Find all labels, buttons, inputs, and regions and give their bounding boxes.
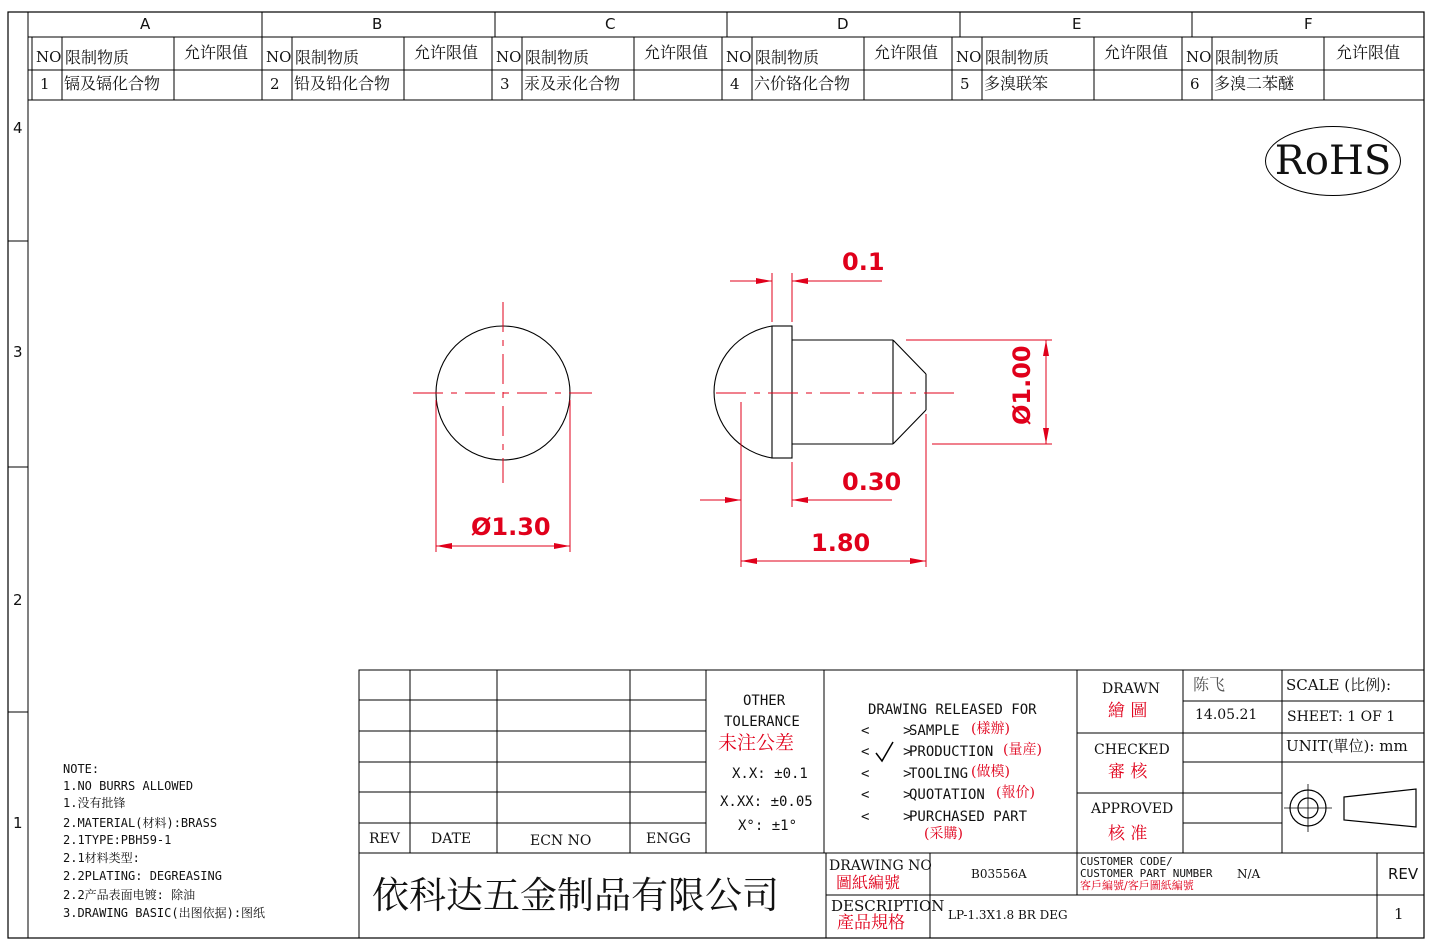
approved-label: APPROVED (1091, 801, 1174, 817)
approved-label-cn: 核 准 (1108, 824, 1148, 844)
substance-no: 3 (500, 75, 510, 93)
zone-row-4: 4 (13, 119, 23, 137)
substance-no: 4 (730, 75, 740, 93)
tolerance-title: OTHER (743, 693, 786, 709)
date-header: DATE (431, 831, 472, 847)
tolerance-angle: X°: ±1° (738, 818, 798, 834)
drawing-no-label-cn: 圖紙編號 (836, 873, 901, 892)
note-line: 3.DRAWING BASIC(出图依据):图纸 (63, 906, 266, 920)
release-bracket: < > (861, 723, 912, 739)
drawn-label: DRAWN (1102, 681, 1160, 697)
substance-name: 铅及铅化合物 (294, 74, 391, 93)
drawing-no-label: DRAWING NO (829, 858, 932, 874)
description-value: LP-1.3X1.8 BR DEG (948, 908, 1068, 922)
release-option-cn: (采購) (924, 826, 963, 842)
release-option-cn: (做模) (971, 764, 1010, 780)
engg-header: ENGG (646, 831, 691, 847)
description-label-cn: 產品規格 (837, 913, 905, 933)
dim-head-diameter: Ø1.30 (471, 513, 551, 541)
header-no: NO (1186, 48, 1212, 66)
release-bracket: < > (861, 809, 912, 825)
header-no: NO (266, 48, 292, 66)
side-view (700, 273, 1052, 567)
substance-name: 六价铬化合物 (754, 74, 851, 93)
substance-no: 1 (40, 75, 50, 93)
note-line: 2.2PLATING: DEGREASING (63, 869, 222, 883)
tolerance-xxx: X.XX: ±0.05 (720, 794, 813, 810)
header-substance: 限制物质 (65, 48, 130, 67)
header-no: NO (496, 48, 522, 66)
header-limit: 允许限值 (644, 43, 709, 62)
note-line: 1.NO BURRS ALLOWED (63, 779, 194, 793)
dim-shank-diameter: Ø1.00 (1008, 345, 1036, 425)
header-limit: 允许限值 (1104, 43, 1169, 62)
substance-name: 镉及镉化合物 (64, 74, 161, 93)
substance-no: 2 (270, 75, 280, 93)
projection-symbol-icon (1284, 784, 1416, 832)
release-option-quotation: QUOTATION (909, 787, 985, 803)
note-line: 1.没有批锋 (63, 796, 126, 810)
tolerance-title: TOLERANCE (724, 714, 800, 730)
substance-no: 5 (960, 75, 970, 93)
release-option-cn: (報价) (996, 785, 1035, 801)
note-line: NOTE: (63, 762, 100, 776)
note-line: 2.1TYPE:PBH59-1 (63, 833, 172, 847)
customer-label: CUSTOMER CODE/ (1080, 855, 1173, 868)
checked-label: CHECKED (1094, 742, 1170, 758)
rev-label: REV (1388, 865, 1419, 883)
zone-col-b: B (372, 15, 383, 33)
zone-row-1: 1 (13, 814, 23, 832)
header-limit: 允许限值 (874, 43, 939, 62)
ecn-header: ECN NO (530, 833, 592, 849)
zone-col-d: D (837, 15, 849, 33)
release-title: DRAWING RELEASED FOR (868, 702, 1037, 718)
header-limit: 允许限值 (1336, 43, 1401, 62)
rev-header: REV (369, 831, 400, 847)
zone-row-2: 2 (13, 591, 23, 609)
substance-name: 汞及汞化合物 (524, 74, 621, 93)
release-option-cn: (樣辦) (971, 721, 1010, 737)
scale-label: SCALE (比例): (1286, 676, 1392, 694)
release-bracket: < > (861, 787, 912, 803)
substance-name: 多溴二苯醚 (1214, 74, 1295, 93)
dim-overall-length: 1.80 (811, 529, 871, 557)
customer-label-cn: 客戶編號/客戶圖紙編號 (1080, 879, 1194, 892)
zone-col-a: A (140, 15, 151, 33)
header-no: NO (36, 48, 62, 66)
zone-col-c: C (605, 15, 616, 33)
note-line: 2.1材料类型: (63, 851, 140, 865)
header-limit: 允许限值 (414, 43, 479, 62)
header-no: NO (956, 48, 982, 66)
substance-no: 6 (1190, 75, 1200, 93)
header-no: NO (726, 48, 752, 66)
substance-name: 多溴联笨 (984, 74, 1049, 93)
drawn-label-cn: 繪 圖 (1108, 701, 1148, 721)
release-bracket: < > (861, 744, 912, 760)
drawn-date: 14.05.21 (1195, 707, 1258, 723)
header-substance: 限制物质 (1215, 48, 1280, 67)
tolerance-xx: X.X: ±0.1 (732, 766, 808, 782)
release-option-cn: (量産) (1003, 742, 1042, 758)
header-limit: 允许限值 (184, 43, 249, 62)
rohs-mark (1265, 126, 1401, 196)
note-line: 2.2产品表面电镀: 除油 (63, 888, 196, 902)
rev-value: 1 (1394, 905, 1404, 923)
sheet-label: SHEET: 1 OF 1 (1287, 709, 1396, 725)
customer-label: CUSTOMER PART NUMBER (1080, 867, 1213, 880)
note-line: 2.MATERIAL(材料):BRASS (63, 816, 218, 830)
zone-col-e: E (1072, 15, 1082, 33)
release-option-production: PRODUCTION (909, 744, 994, 760)
drawing-number: B03556A (971, 867, 1027, 881)
drawn-by: 陈飞 (1193, 675, 1226, 694)
dim-head-thickness: 0.1 (842, 248, 885, 276)
company-name: 依科达五金制品有限公司 (372, 874, 779, 917)
zone-row-3: 3 (13, 343, 23, 361)
rohs-label: RoHS (1274, 138, 1392, 184)
zone-col-f: F (1304, 15, 1313, 33)
release-option-sample: SAMPLE (909, 723, 960, 739)
release-bracket: < > (861, 766, 912, 782)
customer-value: N/A (1237, 867, 1261, 881)
tolerance-title-cn: 未注公差 (718, 732, 795, 754)
header-substance: 限制物质 (985, 48, 1050, 67)
release-option-tooling: TOOLING (909, 766, 969, 782)
description-label: DESCRIPTION (831, 897, 945, 915)
header-substance: 限制物质 (525, 48, 590, 67)
unit-label: UNIT(單位): mm (1286, 737, 1408, 755)
checked-label-cn: 審 核 (1108, 762, 1148, 782)
header-substance: 限制物质 (295, 48, 360, 67)
release-option-purchased: PURCHASED PART (909, 809, 1028, 825)
header-substance: 限制物质 (755, 48, 820, 67)
dim-chamfer-length: 0.30 (842, 468, 902, 496)
